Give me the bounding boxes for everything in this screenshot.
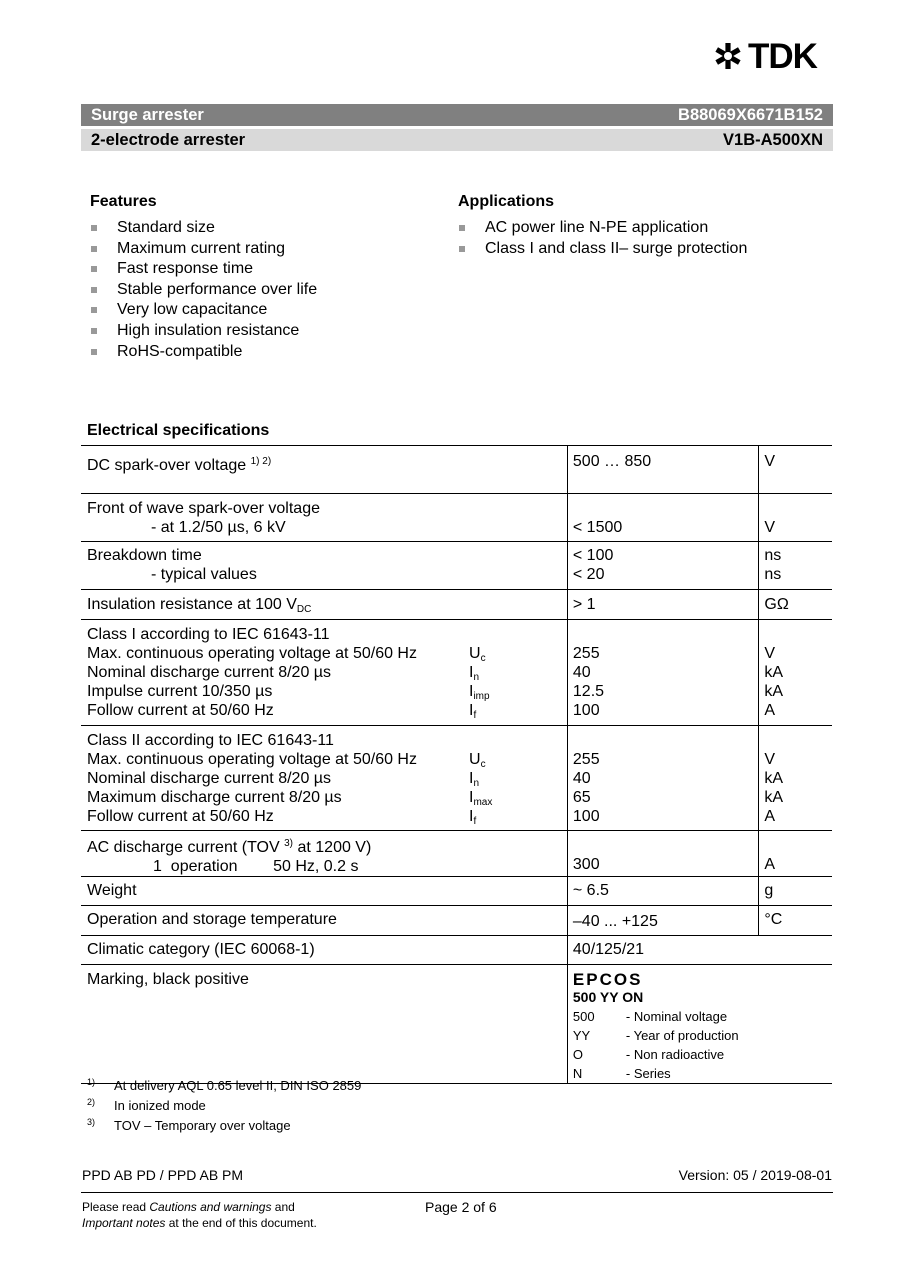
footnote: 1) At delivery AQL 0.65 level II, DIN ISO 2859	[87, 1077, 362, 1093]
list-item: High insulation resistance	[90, 321, 317, 342]
bullet-icon	[91, 246, 97, 252]
tdk-logo-icon	[712, 40, 744, 72]
footnote: 2) In ionized mode	[87, 1097, 206, 1113]
list-item: AC power line N-PE application	[458, 218, 747, 239]
bullet-icon	[91, 328, 97, 334]
department-code: PPD AB PD / PPD AB PM	[82, 1167, 244, 1183]
footer-divider	[81, 1192, 833, 1193]
table-row: Class I according to IEC 61643-11 Max. continuous operating voltage at 50/60 Hz $U_c$ Nominal discharge current 8/20 µs $I_n$ Impulse current 10/350 µs $I_{imp}$ Follow current at 50/60 Hz $I_f$ 255 40 12.5 100 V kA kA A	[81, 620, 832, 726]
page-number: Page 2 of 6	[425, 1199, 497, 1215]
title-bar	[81, 104, 833, 126]
applications-heading: Applications	[458, 193, 555, 210]
table-row: DC spark-over voltage $^{1) 2)}$ 500 … 850 V	[81, 446, 832, 494]
part-number: B88069X6671B152	[678, 106, 823, 124]
subtitle-bar	[81, 129, 833, 151]
product-subtype: 2-electrode arrester	[91, 131, 246, 149]
bullet-icon	[91, 266, 97, 272]
bullet-icon	[91, 349, 97, 355]
bullet-icon	[91, 225, 97, 231]
marking-legend: EPCOS 500 YY ON 500 - Nominal voltage YY - Year of production O - Non radioactive N - Series	[567, 965, 832, 1084]
list-item: RoHS-compatible	[90, 342, 317, 363]
list-item: Stable performance over life	[90, 280, 317, 301]
table-row: Class II according to IEC 61643-11 Max. continuous operating voltage at 50/60 Hz $U_c$ Nominal discharge current 8/20 µs $I_n$ Maximum discharge current 8/20 µs $I_{max}$ Follow current at 50/60 Hz $I_f$ 255 40 65 100 V kA kA A	[81, 726, 832, 831]
table-row: Breakdown time - typical values < 100 < 20 ns ns	[81, 542, 832, 590]
spec-heading: Electrical specifications	[87, 422, 270, 439]
spec-table	[81, 445, 832, 1084]
tdk-logo	[712, 37, 836, 76]
table-row: Climatic category (IEC 60068-1) 40/125/21	[81, 936, 832, 965]
footer-note: Please read Cautions and warnings and Important notes at the end of this document.	[82, 1200, 317, 1230]
features-list	[90, 218, 317, 362]
table-row: AC discharge current (TOV $^{3)}$ at 1200 V) 1 operation 50 Hz, 0.2 s 300 A	[81, 831, 832, 877]
epcos-logo: EPCOS	[572, 970, 643, 989]
list-item: Standard size	[90, 218, 317, 239]
list-item: Fast response time	[90, 259, 317, 280]
bullet-icon	[459, 246, 465, 252]
ordering-code: V1B-A500XN	[723, 131, 823, 149]
bullet-icon	[459, 225, 465, 231]
features-heading: Features	[90, 193, 157, 210]
table-row: Weight ~ 6.5 g	[81, 877, 832, 906]
table-row: Marking, black positive EPCOS 500 YY ON 500 - Nominal voltage YY - Year of production O - Non radioactive N - Series	[81, 965, 832, 1084]
list-item: Very low capacitance	[90, 300, 317, 321]
applications-list	[458, 218, 747, 259]
footnotes	[87, 1074, 361, 1134]
table-row: Front of wave spark-over voltage - at 1.2/50 µs, 6 kV < 1500 V	[81, 494, 832, 542]
table-row: Insulation resistance at 100 $V_{DC}$ > 1 GΩ	[81, 590, 832, 620]
footnote: 3) TOV – Temporary over voltage	[87, 1117, 291, 1133]
list-item: Class I and class II– surge protection	[458, 239, 747, 260]
logo-text: TDK	[748, 37, 817, 76]
list-item: Maximum current rating	[90, 239, 317, 260]
bullet-icon	[91, 307, 97, 313]
version-info: Version: 05 / 2019-08-01	[678, 1167, 832, 1183]
bullet-icon	[91, 287, 97, 293]
product-type: Surge arrester	[91, 106, 204, 124]
table-row: Operation and storage temperature –40 ... +125 °C	[81, 906, 832, 936]
